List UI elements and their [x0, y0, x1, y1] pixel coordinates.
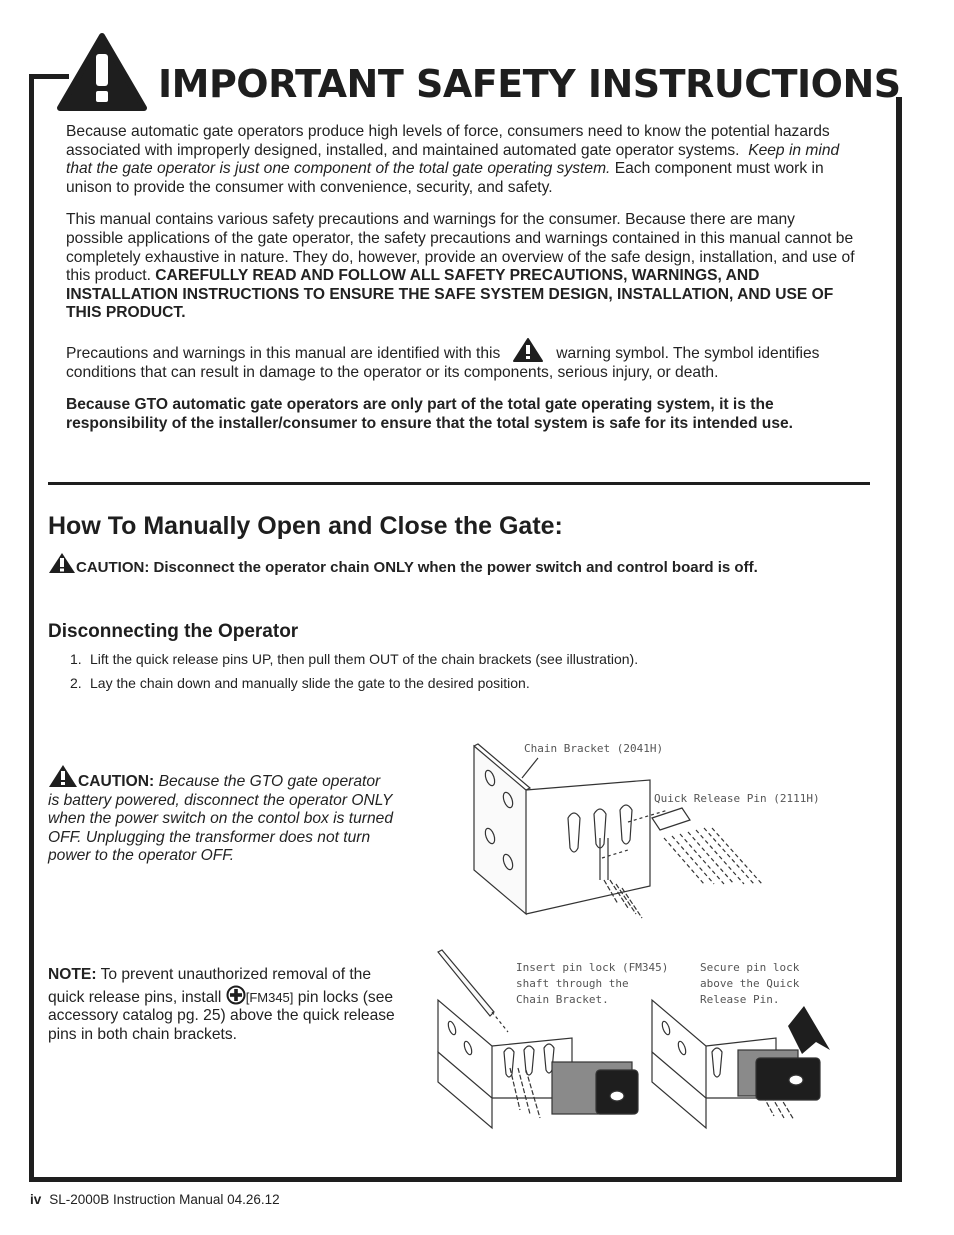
- arrow-indicator: [788, 1006, 830, 1054]
- intro-paragraph-2: This manual contains various safety precautions and warnings for the consumer. Because there are many possible applications of the gate operator, the safety precautions and warnings contained in this manual cannot be completely exhaustive in nature. They do, however, provide an overview of the safe design, installation, and use of this product. CAREFULLY READ AND FOLLOW ALL SAFETY PRECAUTIONS, WARNINGS, AND INSTALLATION INSTRUCTIONS TO ENSURE THE SAFE SYSTEM DESIGN, INSTALLATION, AND USE OF THIS PRODUCT.: [66, 211, 855, 322]
- page-footer: [30, 1192, 280, 1207]
- secure-label-line-2: above the Quick: [700, 977, 800, 990]
- intro-section: [66, 123, 856, 447]
- intro-paragraph-3: Precautions and warnings in this manual are identified with this warning symbol. The symbol identifies conditions that can result in damage to the operator or its components, serious injury, or death.: [66, 337, 856, 382]
- frame-right-edge: [896, 97, 902, 1182]
- steps-list: [70, 651, 638, 699]
- pin-lock-note: NOTE: To prevent unauthorized removal of the quick release pins, install [FM345] pin locks (see accessory catalog pg. 25) above the quick release pins in both chain brackets.: [48, 966, 395, 1043]
- caution-icon: [48, 552, 76, 574]
- section-divider: [48, 482, 870, 485]
- caution-icon: [48, 764, 78, 788]
- intro-paragraph-4: Because GTO automatic gate operators are only part of the total gate operating system, it is the responsibility of the installer/consumer to ensure that the total system is safe for its intended use.: [66, 396, 794, 432]
- subsection-title: Disconnecting the Operator: [48, 621, 299, 642]
- insert-label-line-2: shaft through the: [516, 977, 629, 990]
- frame-bottom-edge: [29, 1177, 902, 1182]
- battery-caution: CAUTION: Because the GTO gate operator is battery powered, disconnect the operator ONLY when the power switch on the contol box is turned OFF. Unplugging the transformer does not turn power to the operator OFF.: [48, 764, 394, 866]
- page-number: iv: [30, 1192, 42, 1207]
- insert-pin-lock-illustration: [434, 948, 669, 1130]
- intro-paragraph-1: Because automatic gate operators produce high levels of force, consumers need to know the potential hazards associated with improperly designed, installed, and maintained automated gate operator systems. Keep in mind that the gate operator is just one component of the total gate operating system. Each component must work in unison to provide the consumer with convenience, security, and safety.: [66, 123, 840, 196]
- secure-pin-lock-illustration: [648, 958, 838, 1130]
- insert-label-line-3: Chain Bracket.: [516, 993, 609, 1006]
- secure-label-line-1: Secure pin lock: [700, 961, 800, 974]
- list-item: 2. Lay the chain down and manually slide the gate to the desired position.: [70, 675, 530, 691]
- accessory-plus-icon: [226, 985, 246, 1005]
- list-item: 1. Lift the quick release pins UP, then pull them OUT of the chain brackets (see illustration).: [70, 651, 639, 667]
- caution-notice: CAUTION: Disconnect the operator chain ONLY when the power switch and control board is off.: [48, 552, 758, 576]
- insert-label-line-1: Insert pin lock (FM345): [516, 961, 669, 974]
- secure-label-line-3: Release Pin.: [700, 993, 780, 1006]
- warning-symbol-icon: [512, 337, 544, 363]
- frame-left-edge: [29, 74, 34, 1182]
- footer-text: SL-2000B Instruction Manual 04.26.12: [49, 1192, 280, 1207]
- section-title: How To Manually Open and Close the Gate:: [48, 512, 563, 540]
- quick-release-pin-label: Quick Release Pin (2111H): [654, 792, 820, 805]
- chain-bracket-illustration: [468, 738, 820, 936]
- page-title: IMPORTANT SAFETY INSTRUCTIONS: [158, 62, 901, 106]
- warning-triangle-icon: [56, 32, 148, 112]
- chain-bracket-label: Chain Bracket (2041H): [524, 742, 664, 755]
